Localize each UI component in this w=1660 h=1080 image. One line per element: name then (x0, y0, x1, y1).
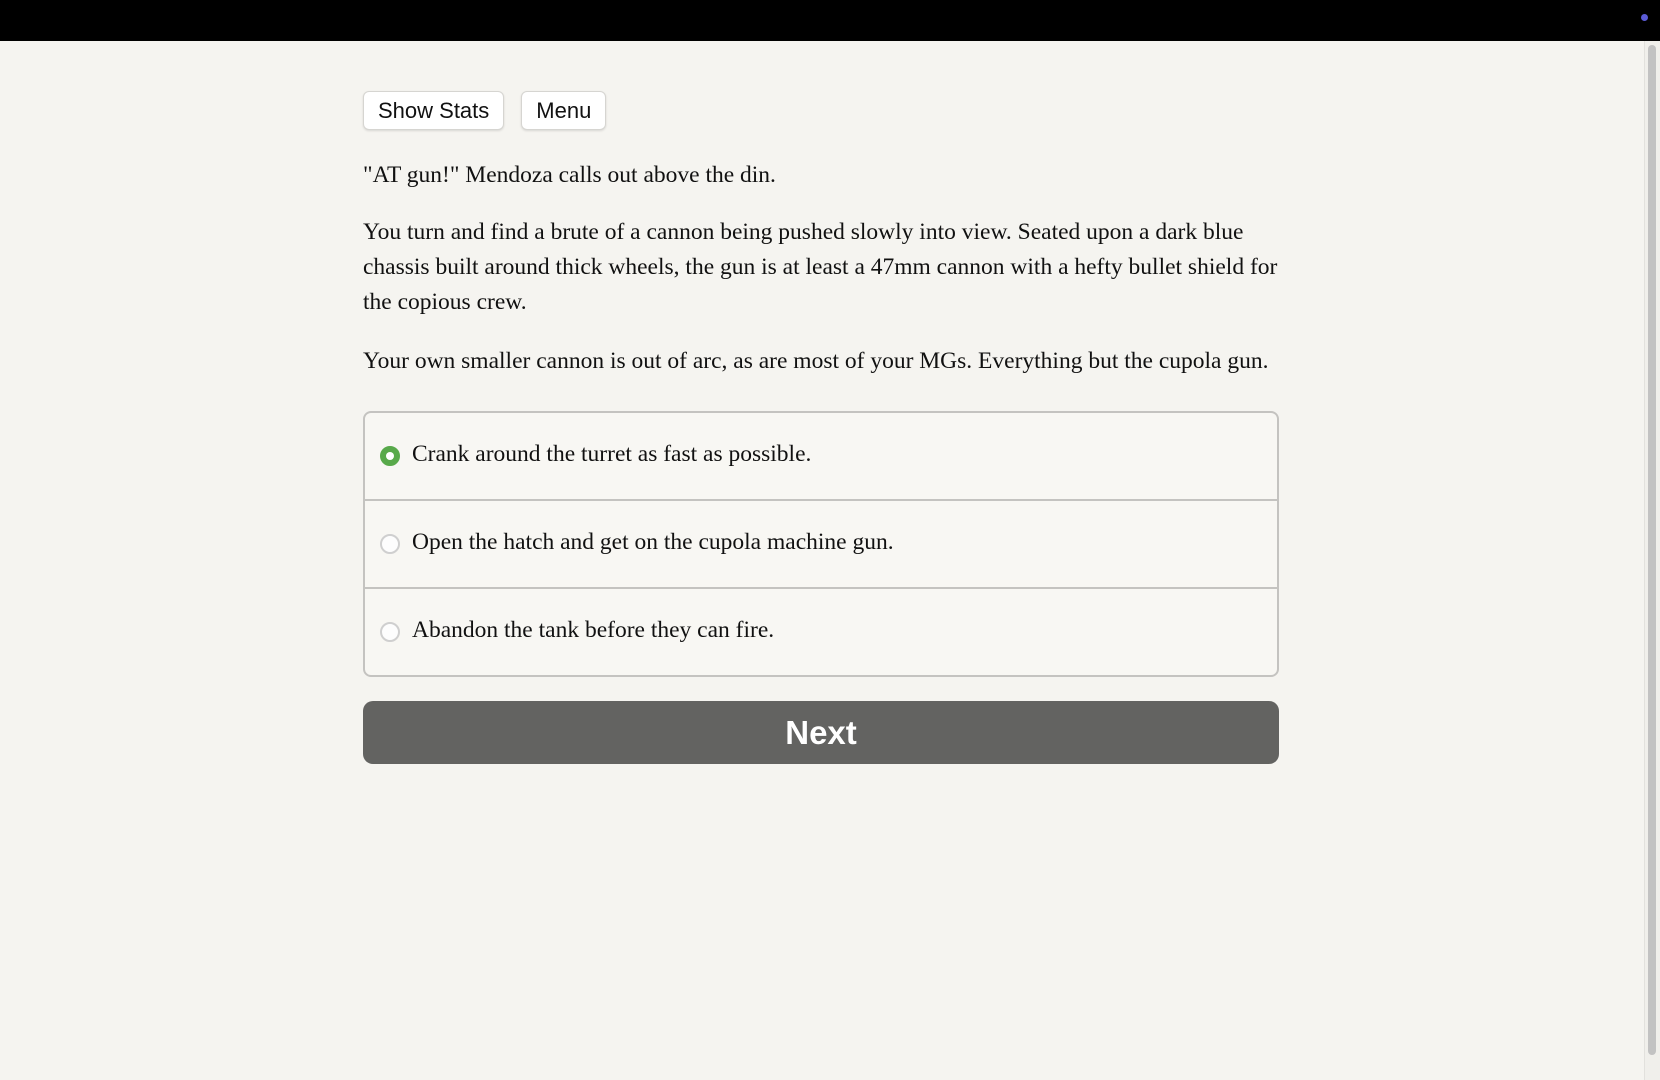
choice-option[interactable] (365, 413, 1277, 501)
menu-button[interactable]: Menu (521, 91, 606, 130)
story-paragraph: Your own smaller cannon is out of arc, as are most of your MGs. Everything but the cupola gun. (363, 348, 1269, 374)
story-paragraph: You turn and find a brute of a cannon being pushed slowly into view. Seated upon a dark blue chassis built around thick wheels, the gun is at least a 47mm cannon with a hefty bullet shield for the copious crew. (363, 219, 1278, 315)
scrollbar-thumb[interactable] (1648, 45, 1656, 1055)
choice-label: Crank around the turret as fast as possible. (412, 440, 812, 467)
top-bar (0, 0, 1660, 41)
choice-label: Abandon the tank before they can fire. (412, 616, 775, 643)
choice-option[interactable] (365, 589, 1277, 675)
show-stats-button[interactable]: Show Stats (363, 91, 504, 130)
radio-unselected-icon[interactable] (380, 534, 400, 554)
story-paragraph: "AT gun!" Mendoza calls out above the din. (363, 162, 776, 188)
toolbar (363, 91, 1279, 130)
choice-option[interactable] (365, 501, 1277, 589)
choice-label: Open the hatch and get on the cupola machine gun. (412, 528, 894, 555)
radio-unselected-icon[interactable] (380, 622, 400, 642)
choice-list (363, 411, 1279, 677)
next-button[interactable]: Next (363, 701, 1279, 764)
vertical-scrollbar[interactable] (1644, 41, 1660, 1080)
game-content (363, 91, 1279, 764)
indicator-dot-icon (1641, 14, 1648, 21)
radio-selected-icon[interactable] (380, 446, 400, 466)
